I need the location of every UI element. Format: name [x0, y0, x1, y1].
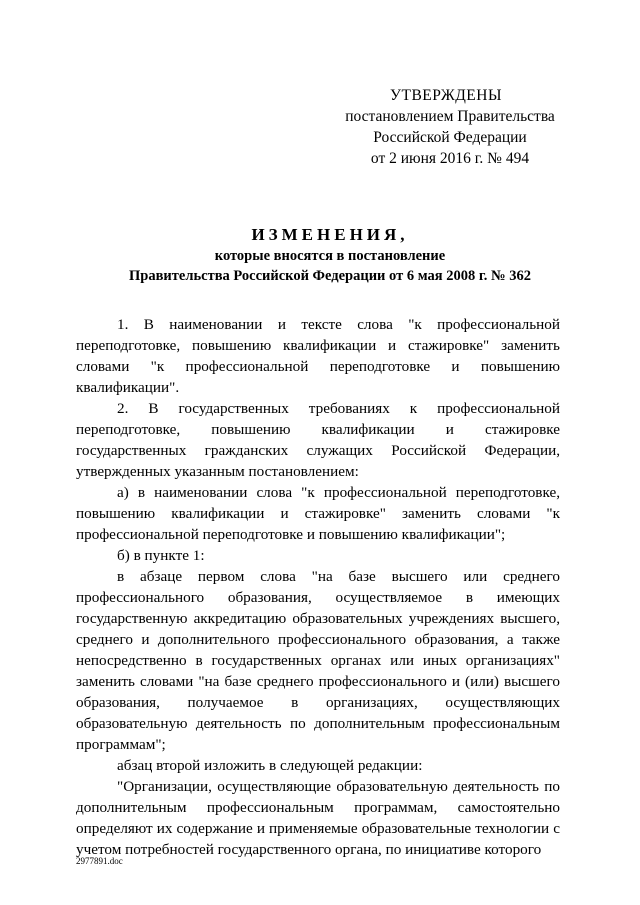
paragraph-4: б) в пункте 1:: [117, 547, 205, 564]
title-subtitle-2: Правительства Российской Федерации от 6 мая 2008 г. № 362: [129, 268, 531, 284]
document-title: [60, 224, 600, 286]
document-footer-id: 2977891.doc: [76, 856, 123, 866]
document-body: [76, 314, 560, 860]
paragraph-5: в абзаце первом слова "на базе высшего или среднего профессионального образования, осуществляемое в имеющих государственную аккредитацию образовательных учреждениях высшего, среднего и дополнительного профессионального образования, а также непосредственно в государственных органах или иных организациях" заменить словами "на базе среднего профессионального и (или) высшего образования, получаемое в организациях, осуществляющих образовательную деятельность по дополнительным профессиональным программам";: [76, 568, 560, 753]
title-main: ИЗМЕНЕНИЯ,: [251, 225, 409, 244]
paragraph-3: а) в наименовании слова "к профессиональной переподготовке, повышению квалификации и стажировке" заменить словами "к профессиональной переподготовке и повышению квалификации";: [76, 484, 560, 543]
approval-heading: УТВЕРЖДЕНЫ: [390, 87, 502, 104]
title-subtitle-1: которые вносятся в постановление: [214, 248, 446, 264]
paragraph-7: "Организации, осуществляющие образовательную деятельность по дополнительным профессиональным программам, самостоятельно определяют их содержание и применяемые образовательные технологии с учетом потребностей государственного органа, по инициативе которого: [76, 778, 560, 858]
approval-line-1: постановлением Правительства: [345, 108, 555, 125]
paragraph-2: 2. В государственных требованиях к профессиональной переподготовке, повышению квалификации и стажировке государственных гражданских служащих Российской Федерации, утвержденных указанным постановлением:: [76, 400, 560, 480]
paragraph-1: 1. В наименовании и тексте слова "к профессиональной переподготовке, повышению квалификации и стажировке" заменить словами "к профессиональной переподготовке и повышению квалификации".: [76, 316, 560, 396]
paragraph-6: абзац второй изложить в следующей редакции:: [117, 757, 423, 774]
approval-line-3: от 2 июня 2016 г. № 494: [370, 150, 530, 167]
approval-stamp: [330, 85, 570, 169]
approval-line-2: Российской Федерации: [373, 129, 527, 146]
